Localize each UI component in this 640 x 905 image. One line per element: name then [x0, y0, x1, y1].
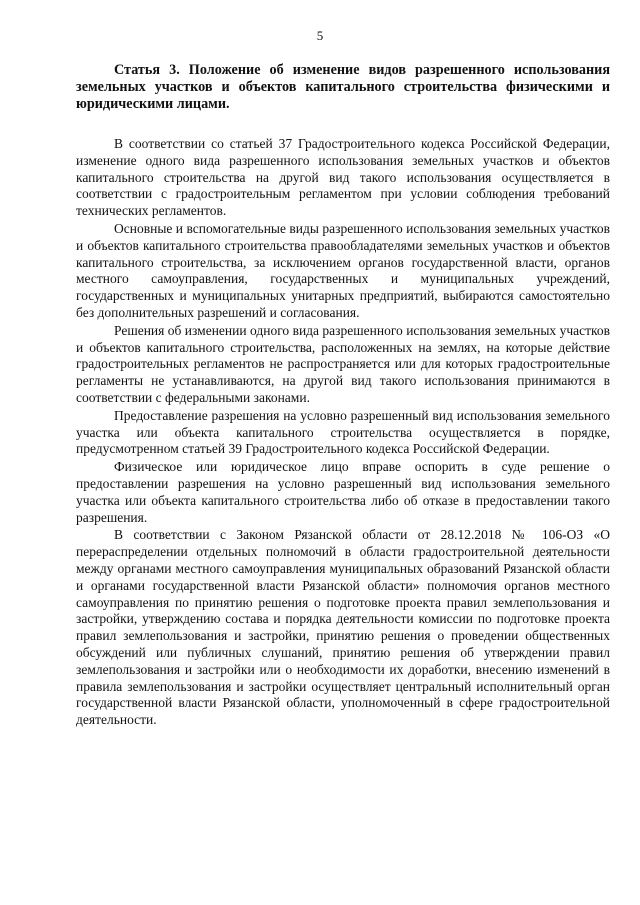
paragraph-3: Решения об изменении одного вида разрешенного использования земельных участков и объектов капитального строительства, расположенных на землях, на которые действие градостроительных регламентов не распространяется или для которых градостроительные регламенты не устанавливаются, на другой вид такого использования принимаются в соответствии с федеральными законами.: [76, 322, 610, 405]
paragraph-1: В соответствии со статьей 37 Градостроительного кодекса Российской Федерации, изменение одного вида разрешенного использования земельных участков и объектов капитального строительства на другой вид такого использования осуществляется в соответствии с градостроительным регламентом при условии соблюдения требований технических регламентов.: [76, 136, 610, 219]
paragraph-2: Основные и вспомогательные виды разрешенного использования земельных участков и объектов капитального строительства правообладателями земельных участков и объектов капитального строительства, за исключением органов государственной власти, органов местного самоуправления, государственных и муниципальных учреждений, государственных и муниципальных унитарных предприятий, выбираются самостоятельно без дополнительных разрешений и согласования.: [76, 220, 610, 320]
page-number: 5: [316, 28, 324, 43]
page-content: [76, 62, 610, 730]
paragraph-4: Предоставление разрешения на условно разрешенный вид использования земельного участка или объекта капитального строительства осуществляется в порядке, предусмотренном статьей 39 Градостроительного кодекса Российской Федерации.: [76, 407, 610, 457]
paragraph-5: Физическое или юридическое лицо вправе оспорить в суде решение о предоставлении разрешения на условно разрешенный вид использования земельного участка или объекта капитального строительства либо об отказе в предоставлении такого разрешения.: [76, 459, 610, 525]
paragraph-6: В соответствии с Законом Рязанской области от 28.12.2018 № 106-ОЗ «О перераспределении отдельных полномочий в области градостроительной деятельности между органами местного самоуправления муниципальных образований Рязанской области и органами государственной власти Рязанской области» полномочия органов местного самоуправления по принятию решения о подготовке проекта правил землепользования и застройки, утверждению состава и порядка деятельности комиссии по подготовке проекта правил землепользования и застройки, принятию решения о проведении общественных обсуждений или публичных слушаний, принятию решения об утверждении правил землепользования и застройки или о необходимости их доработки, внесению изменений в правила землепользования и застройки осуществляет центральный исполнительный орган государственной власти Рязанской области, уполномоченный в сфере градостроительной деятельности.: [76, 527, 610, 728]
article-title: Статья 3. Положение об изменение видов разрешенного использования земельных участков и объектов капитального строительства физическими и юридическими лицами.: [76, 62, 610, 112]
